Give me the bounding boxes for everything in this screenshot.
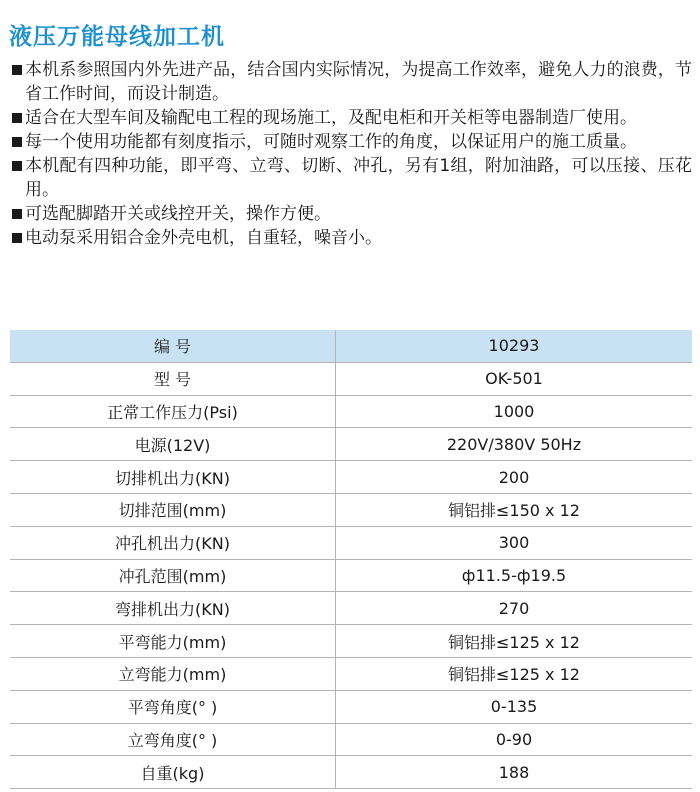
spec-label: 电源(12V) <box>10 428 336 461</box>
table-row <box>10 526 692 559</box>
spec-header-value: 10293 <box>336 330 693 362</box>
feature-item <box>12 130 692 154</box>
spec-value: 300 <box>336 526 693 559</box>
spec-value: 200 <box>336 461 693 494</box>
table-row <box>10 493 692 526</box>
feature-item <box>12 226 692 250</box>
spec-label: 平弯角度(° ) <box>10 690 336 723</box>
spec-table <box>10 330 692 789</box>
spec-label: 自重(kg) <box>10 756 336 789</box>
spec-label: 平弯能力(mm) <box>10 625 336 658</box>
page-title: 液压万能母线加工机 <box>9 24 225 50</box>
spec-value: 0-90 <box>336 723 693 756</box>
table-row <box>10 756 692 789</box>
spec-label: 型 号 <box>10 362 336 395</box>
square-bullet-icon <box>12 202 25 226</box>
table-row <box>10 362 692 395</box>
square-bullet-icon <box>12 226 25 250</box>
feature-text: 每一个使用功能都有刻度指示，可随时观察工作的角度，以保证用户的施工质量。 <box>25 132 637 152</box>
spec-label: 切排范围(mm) <box>10 493 336 526</box>
feature-text: 可选配脚踏开关或线控开关，操作方便。 <box>25 204 331 224</box>
feature-item <box>12 58 692 106</box>
spec-value: 铜铝排≤125 x 12 <box>336 625 693 658</box>
spec-value: 铜铝排≤150 x 12 <box>336 493 693 526</box>
feature-list <box>12 58 692 250</box>
spec-value: 188 <box>336 756 693 789</box>
spec-label: 冲孔机出力(KN) <box>10 526 336 559</box>
table-row <box>10 592 692 625</box>
spec-table-body <box>10 362 692 788</box>
spec-value: 1000 <box>336 395 693 428</box>
table-row <box>10 559 692 592</box>
square-bullet-icon <box>12 58 25 106</box>
spec-value: 0-135 <box>336 690 693 723</box>
square-bullet-icon <box>12 130 25 154</box>
spec-label: 弯排机出力(KN) <box>10 592 336 625</box>
table-row <box>10 723 692 756</box>
table-row <box>10 690 692 723</box>
feature-text: 本机系参照国内外先进产品，结合国内实际情况，为提高工作效率，避免人力的浪费，节省工作时间，而设计制造。 <box>25 60 692 104</box>
spec-label: 立弯角度(° ) <box>10 723 336 756</box>
spec-value: 270 <box>336 592 693 625</box>
feature-text: 适合在大型车间及输配电工程的现场施工，及配电柜和开关柜等电器制造厂使用。 <box>25 108 637 128</box>
spec-value: OK-501 <box>336 362 693 395</box>
feature-item <box>12 202 692 226</box>
table-row <box>10 625 692 658</box>
spec-label: 冲孔范围(mm) <box>10 559 336 592</box>
feature-item <box>12 154 692 202</box>
spec-value: ф11.5-ф19.5 <box>336 559 693 592</box>
spec-value: 220V/380V 50Hz <box>336 428 693 461</box>
square-bullet-icon <box>12 106 25 130</box>
table-row <box>10 657 692 690</box>
spec-label: 正常工作压力(Psi) <box>10 395 336 428</box>
spec-value: 铜铝排≤125 x 12 <box>336 657 693 690</box>
square-bullet-icon <box>12 154 25 202</box>
spec-label: 立弯能力(mm) <box>10 657 336 690</box>
table-row <box>10 395 692 428</box>
spec-label: 切排机出力(KN) <box>10 461 336 494</box>
feature-text: 本机配有四种功能，即平弯、立弯、切断、冲孔，另有1组，附加油路，可以压接、压花用。 <box>25 156 692 200</box>
feature-text: 电动泵采用铝合金外壳电机，自重轻，噪音小。 <box>25 228 382 248</box>
spec-header-label: 编 号 <box>10 330 336 362</box>
spec-table-header <box>10 330 692 362</box>
table-row <box>10 428 692 461</box>
feature-item <box>12 106 692 130</box>
table-row <box>10 461 692 494</box>
